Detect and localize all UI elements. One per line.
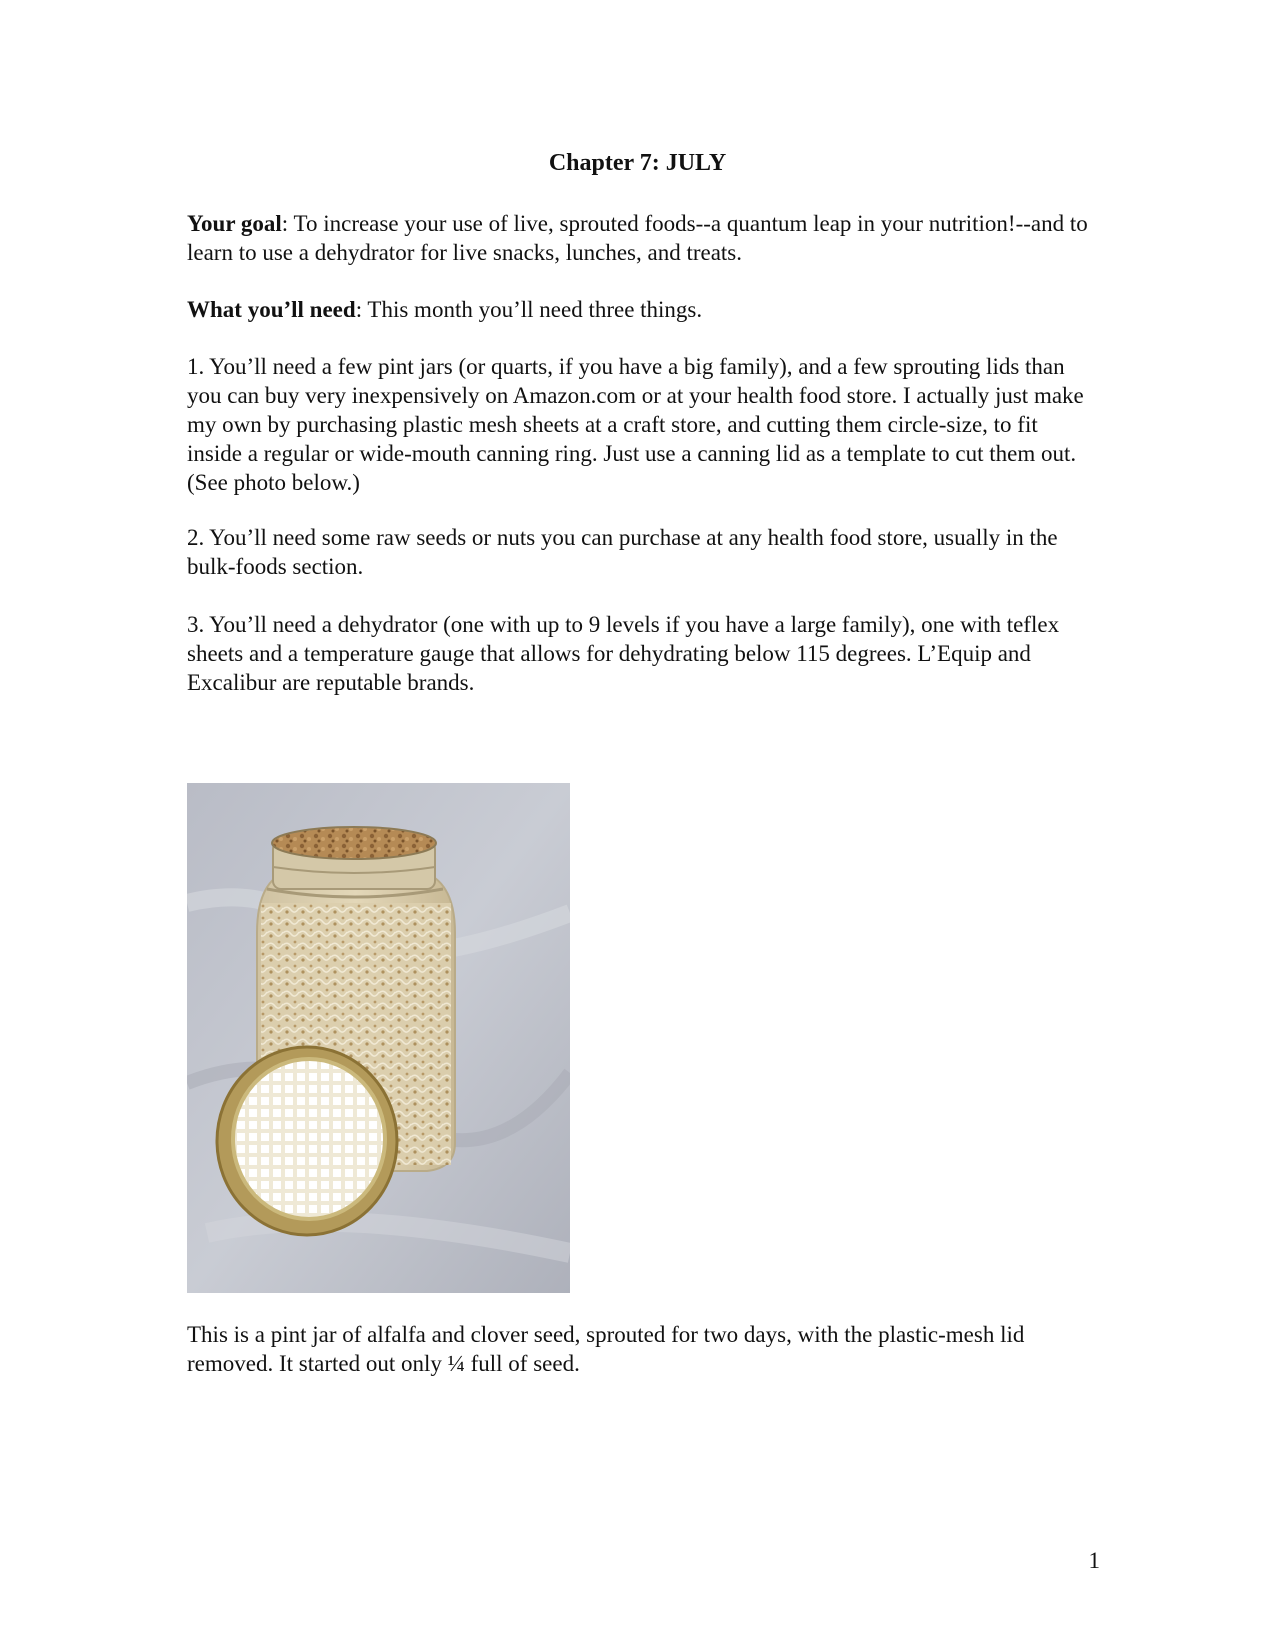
need-paragraph — [187, 295, 1092, 324]
photo-caption: This is a pint jar of alfalfa and clover seed, sprouted for two days, with the plastic-mesh lid removed. It started out only ¼ full of seed. — [187, 1322, 1025, 1376]
goal-label: Your goal — [187, 211, 282, 236]
list-item: 1. You’ll need a few pint jars (or quarts, if you have a big family), and a few sprouting lids than you can buy very inexpensively on Amazon.com or at your health food store. I actually just make my own by purchasing plastic mesh sheets at a craft store, and cutting them circle-size, to fit inside a regular or wide-mouth canning ring. Just use a canning lid as a template to cut them out. (See photo below.) — [187, 354, 1084, 495]
goal-paragraph — [187, 209, 1092, 267]
need-text: : This month you’ll need three things. — [355, 297, 703, 322]
goal-text: : To increase your use of live, sprouted foods--a quantum leap in your nutrition!--and to learn to use a dehydrator for live snacks, lunches, and treats. — [187, 211, 1088, 265]
chapter-title: Chapter 7: JULY — [548, 150, 727, 176]
need-label: What you’ll need — [187, 297, 356, 322]
sprout-jar-photo — [187, 783, 570, 1293]
list-item: 3. You’ll need a dehydrator (one with up to 9 levels if you have a large family), one with teflex sheets and a temperature gauge that allows for dehydrating below 115 degrees. L’Equip and Excalibur are reputable brands. — [187, 612, 1060, 695]
list-item: 2. You’ll need some raw seeds or nuts you can purchase at any health food store, usually in the bulk-foods section. — [187, 525, 1058, 579]
page-number: 1 — [1088, 1548, 1100, 1573]
